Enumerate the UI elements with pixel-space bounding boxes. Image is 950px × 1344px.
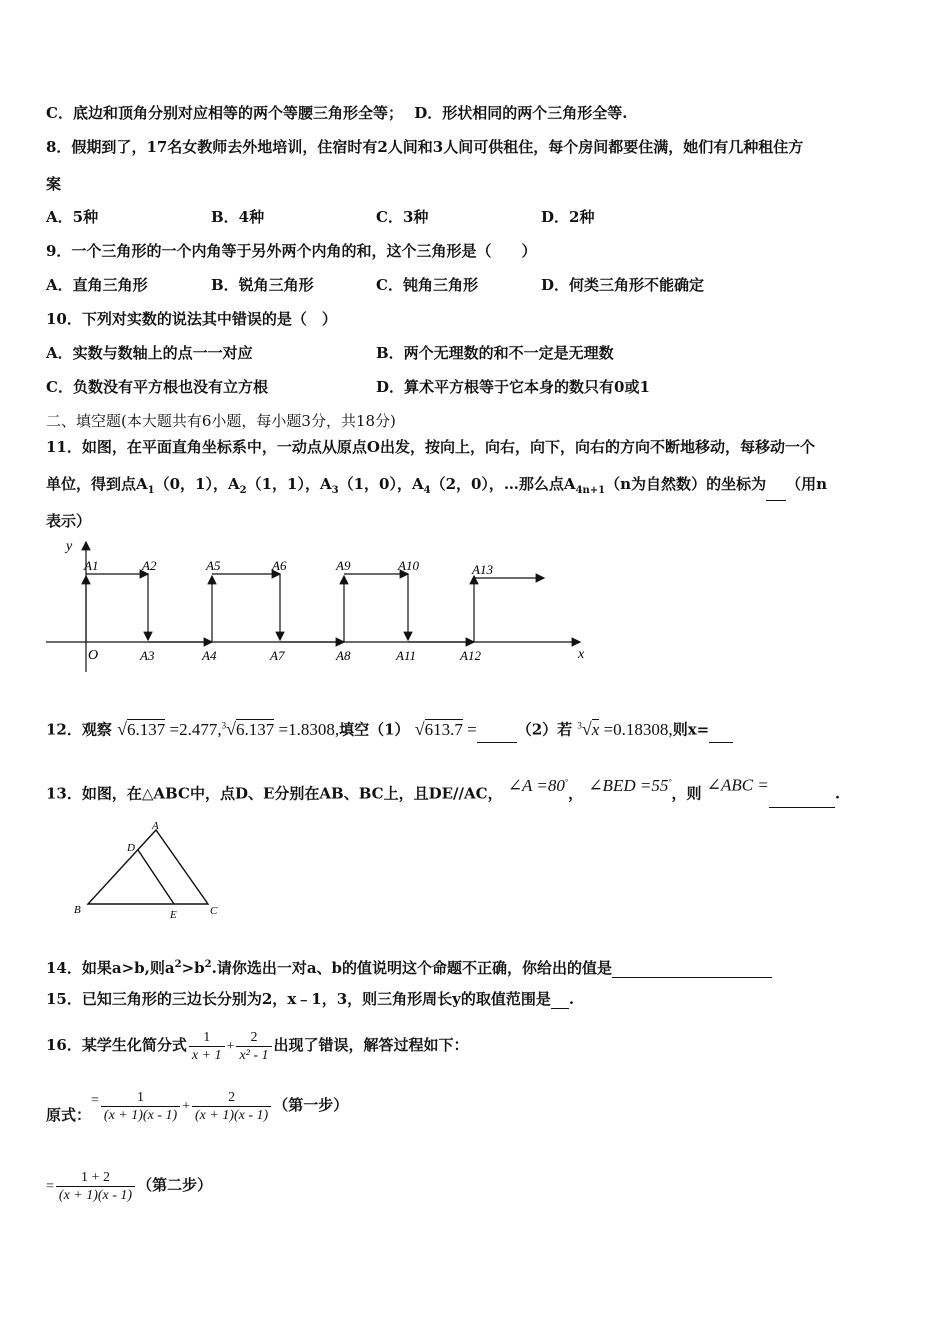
q8-option-c: C．3种: [376, 208, 429, 226]
q11-line3: 表示）: [46, 512, 92, 530]
label-a4: A4: [202, 648, 217, 663]
q10-option-c: C．负数没有平方根也没有立方根: [46, 378, 268, 396]
q7-option-d: D．形状相同的两个三角形全等.: [414, 104, 628, 122]
label-a1: A1: [84, 558, 99, 573]
q8-option-b: B．4种: [211, 208, 265, 226]
q13-triangle-figure: [68, 818, 228, 924]
q9-option-c: C．钝角三角形: [376, 276, 478, 294]
origin-label: O: [88, 648, 99, 663]
q16-step1: 原式：= $\frac{1}{(x + 1)(x - 1)}$ + $\frac{2}{(x + 1)(x - 1)}$ （第一步）: [46, 1089, 349, 1124]
q9-option-a: A．直角三角形: [46, 276, 148, 294]
q14-answer-blank[interactable]: [612, 961, 772, 978]
q8-stem-line1: 8．假期到了，17名女教师去外地培训，住宿时有2人间和3人间可供租住，每个房间都要住满，她们有几种租住方: [46, 138, 804, 156]
vertex-a: A: [152, 820, 159, 832]
q10-option-a: A．实数与数轴上的点一一对应: [46, 344, 253, 362]
label-a12: A12: [460, 648, 481, 663]
q8-option-a: A．5种: [46, 208, 99, 226]
q12-answer-blank-2[interactable]: [709, 724, 733, 743]
vertex-c: C: [210, 905, 218, 917]
q10-stem: 10．下列对实数的说法其中错误的是（ ）: [46, 310, 337, 328]
label-a11: A11: [396, 648, 416, 663]
vertex-b: B: [74, 904, 81, 916]
q12-answer-blank-1[interactable]: [477, 724, 517, 743]
q11-answer-blank[interactable]: [766, 484, 786, 501]
label-a6: A6: [272, 558, 287, 573]
q11-coordinate-figure: [40, 532, 600, 672]
vertex-e: E: [170, 909, 177, 921]
q9-option-b: B．锐角三角形: [211, 276, 314, 294]
q15-answer-blank[interactable]: [551, 992, 569, 1009]
q15-line: 15．已知三角形的三边长分别为2，x﹣1，3，则三角形周长y的取值范围是 .: [46, 990, 575, 1008]
q8-option-d: D．2种: [541, 208, 595, 226]
label-a8: A8: [336, 648, 351, 663]
label-a3: A3: [140, 648, 155, 663]
label-a5: A5: [206, 558, 221, 573]
q7-option-c: C．底边和顶角分别对应相等的两个等腰三角形全等；: [46, 104, 403, 122]
q13-answer-blank[interactable]: [769, 789, 835, 808]
axis-y-label: y: [66, 539, 73, 554]
label-a9: A9: [336, 558, 351, 573]
q7-options: [46, 103, 627, 123]
vertex-d: D: [127, 842, 135, 854]
q13-line: 13．如图，在△ABC中，点D、E分别在AB、BC上，且DE//AC， ∠A =80°， ∠BED =55°，则 ∠ABC = .: [46, 768, 840, 808]
axis-x-label: x: [578, 647, 585, 662]
q8-stem-line2: 案: [46, 175, 62, 193]
q10-option-d: D．算术平方根等于它本身的数只有0或1: [376, 378, 650, 396]
q10-option-b: B．两个无理数的和不一定是无理数: [376, 344, 614, 362]
label-a7: A7: [270, 648, 285, 663]
q11-line1: 11．如图，在平面直角坐标系中，一动点从原点O出发，按向上，向右，向下，向右的方向不断地移动，每移动一个: [46, 438, 815, 456]
q9-stem: 9．一个三角形的一个内角等于另外两个内角的和，这个三角形是（ ）: [46, 242, 537, 260]
q12-line: 12．观察 √6.137 =2.477,$^3$√6.137 =1.8308,填空（1） √613.7 = （2）若 $^3$√x =0.18308,则x=: [46, 712, 733, 743]
label-a10: A10: [398, 558, 419, 573]
q9-option-d: D．何类三角形不能确定: [541, 276, 705, 294]
q11-line2: 单位，得到点$A_1(0$，1），$A_2(1$，1），$A_3(1$，0），$A_4(2$，0），…那么点$A_{4n+1}(n$为自然数）的坐标为 （用n: [46, 474, 827, 501]
q14-line: 14．如果a>b,则$a^2>b^2$.请你选出一对a、b的值说明这个命题不正确，你给出的值是: [46, 955, 772, 978]
q16-step2: = $\frac{1 + 2}{(x + 1)(x - 1)}$ （第二步）: [46, 1169, 213, 1203]
q16-stem: 16．某学生化简分式 $\frac{1}{x + 1}$ + $\frac{2}{\text{x² - 1}}$ 出现了错误，解答过程如下：: [46, 1029, 469, 1063]
label-a13: A13: [472, 562, 493, 577]
label-a2: A2: [142, 558, 157, 573]
section-2-title: 二、填空题(本大题共有6小题，每小题3分，共18分): [46, 412, 396, 430]
